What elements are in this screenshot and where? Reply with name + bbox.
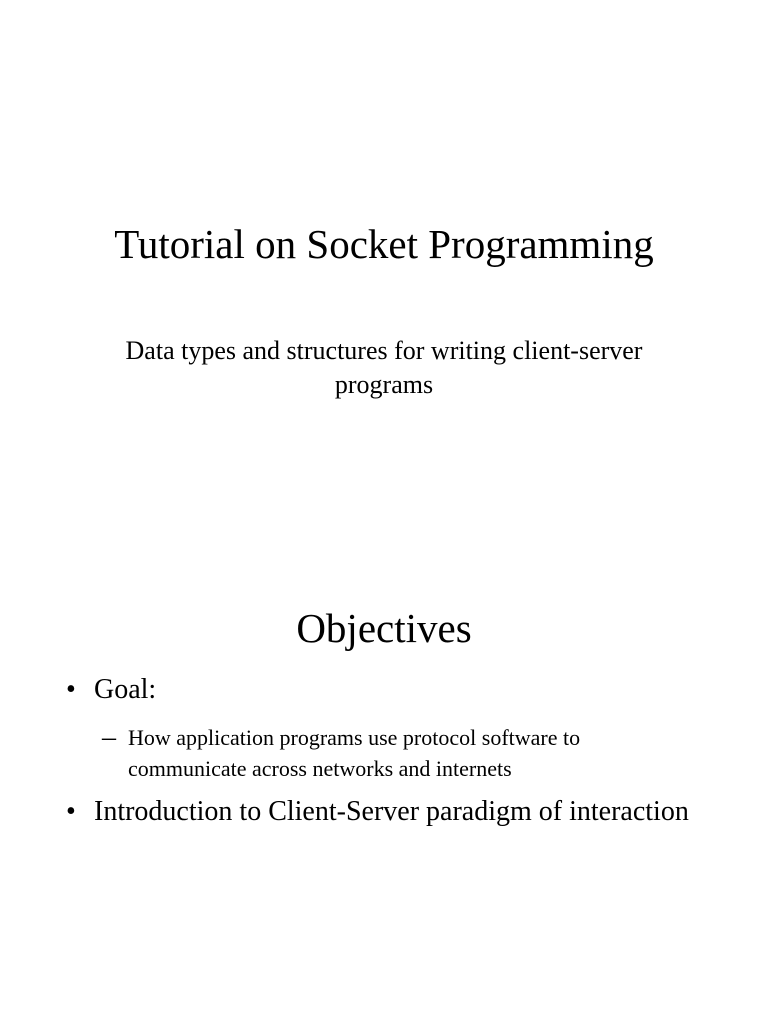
bullet-marker: • — [66, 674, 76, 705]
bullet-goal — [60, 672, 700, 784]
objectives-slide — [0, 512, 768, 1024]
sub-bullet-text: How application programs use protocol software to communicate across networks and internets — [128, 725, 581, 781]
sub-bullet-marker: – — [102, 722, 116, 753]
presentation-subtitle: Data types and structures for writing client-server programs — [125, 336, 643, 399]
bullet-text: Goal: — [94, 674, 157, 705]
bullet-list — [60, 672, 700, 830]
bullet-introduction — [60, 794, 700, 830]
sub-bullet-item — [94, 722, 700, 784]
presentation-title: Tutorial on Socket Programming — [114, 221, 654, 267]
slide-title: Objectives — [296, 605, 472, 651]
bullet-text: Introduction to Client-Server paradigm of interaction — [94, 796, 689, 827]
bullet-marker: • — [66, 796, 76, 827]
sub-bullet-list — [94, 722, 700, 784]
